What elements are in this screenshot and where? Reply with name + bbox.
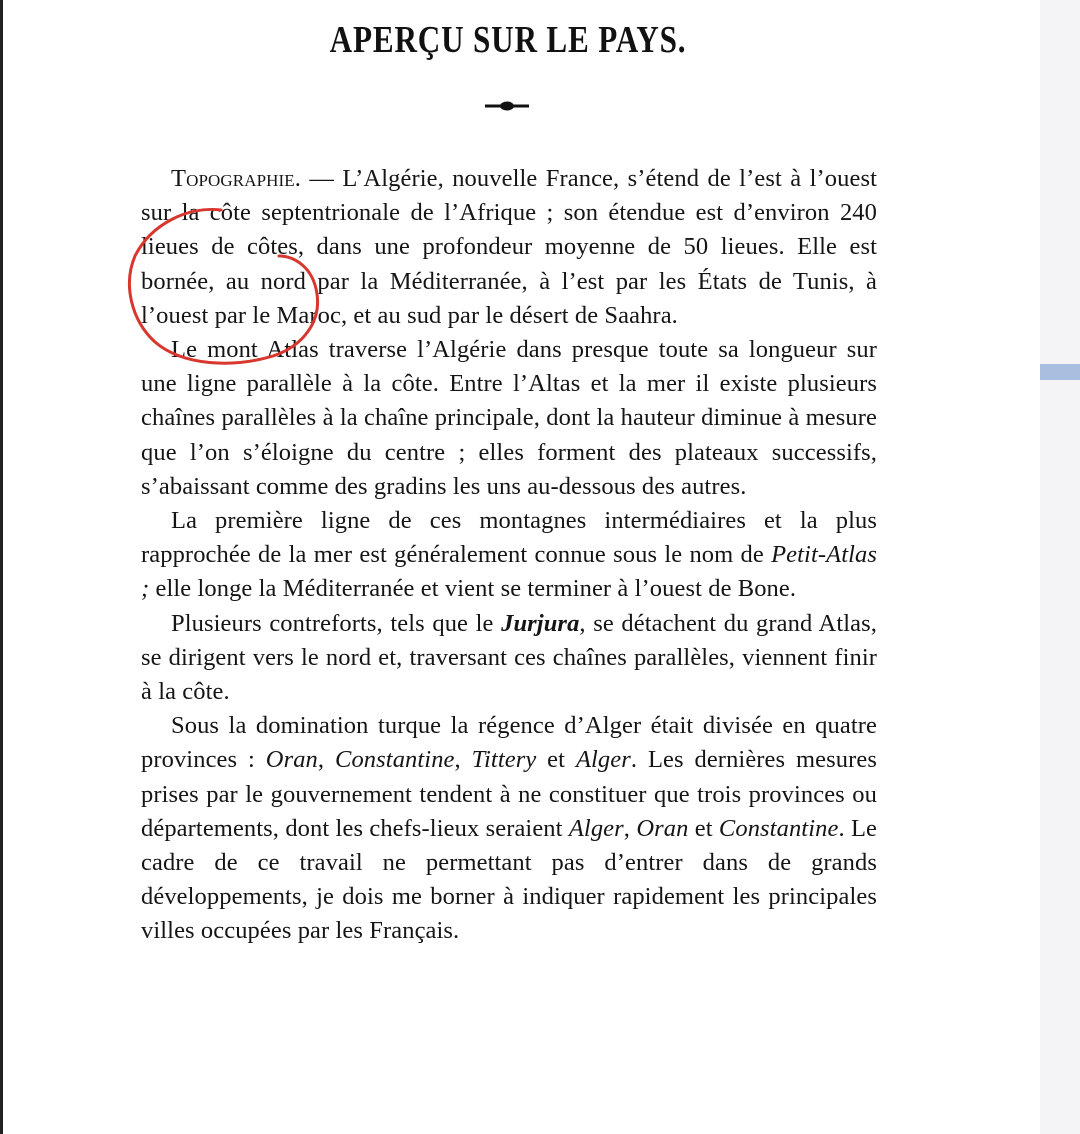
paragraph-text: et: [536, 746, 576, 774]
emphasis: Constantine: [335, 746, 455, 774]
emphasis: Tittery: [471, 746, 537, 774]
emphasis: Alger: [575, 746, 631, 774]
paragraph-text: elle longe la Méditerranée et vient se terminer à l’ouest de Bone.: [149, 575, 797, 603]
paragraph-provinces: [141, 709, 877, 948]
paragraph-text: — L’Algérie, nouvelle France, s’étend de l’est à l’ouest sur la côte septentrionale de l’Afrique ; son étendue est d’environ 240 lieues de côtes, dans une profondeur moyenne de 50 lieues. Elle est bornée, au nord par la Méditerranée, à l’est par les États de Tunis, à l’ouest par le Maroc, et au sud par le désert de Saahra.: [141, 165, 877, 329]
paragraph-text: ,: [623, 814, 637, 842]
ornament-rule-icon: [484, 98, 530, 114]
emphasis: Jurjura: [501, 609, 580, 637]
paragraph-text: et: [688, 814, 719, 842]
paragraph-petit-atlas: [141, 504, 877, 607]
emphasis: Oran: [265, 746, 318, 774]
scroll-position-marker[interactable]: [1040, 364, 1080, 380]
body-text: [141, 162, 877, 949]
paragraph-topographie: [141, 162, 877, 333]
section-lead: Topographie.: [171, 165, 301, 192]
paragraph-text: ,: [454, 746, 472, 774]
paragraph-text: ,: [317, 746, 336, 774]
paragraph-atlas: Le mont Atlas traverse l’Algérie dans presque toute sa longueur sur une ligne parallèle à la côte. Entre l’Altas et la mer il existe plusieurs chaînes parallèles à la chaîne principale, dont la hauteur diminue à mesure que l’on s’éloigne du centre ; elles forment des plateaux successifs, s’abaissant comme des gradins les uns au-dessous des autres.: [141, 336, 877, 500]
paragraph-text: , se détachent du grand Atlas, se dirigent vers le nord et, traversant ces chaînes parallèles, viennent finir à la côte.: [141, 609, 878, 706]
viewer-gutter: [1040, 0, 1080, 1134]
emphasis: Oran: [636, 814, 689, 842]
paragraph-text: . Le cadre de ce travail ne permettant pas d’entrer dans de grands développements, je dois me borner à indiquer rapidement les principales villes occupées par les Français.: [141, 814, 877, 945]
emphasis: Alger: [568, 814, 624, 842]
emphasis: Petit-Atlas ;: [141, 541, 877, 603]
emphasis: Constantine: [718, 814, 839, 842]
paragraph-text: Plusieurs contreforts, tels que le: [171, 609, 502, 637]
paragraph-text: . Les dernières mesures prises par le gouvernement tendent à ne constituer que trois provinces ou départements, dont les chefs-lieux seraient: [141, 746, 878, 842]
paragraph-text: Sous la domination turque la régence d’Alger était divisée en quatre provinces :: [141, 712, 877, 774]
paragraph-contreforts: [141, 607, 877, 710]
paragraph-text: La première ligne de ces montagnes intermédiaires et la plus rapprochée de la mer est généralement connue sous le nom de: [141, 507, 877, 569]
page-title: APERÇU SUR LE PAYS.: [329, 19, 687, 61]
